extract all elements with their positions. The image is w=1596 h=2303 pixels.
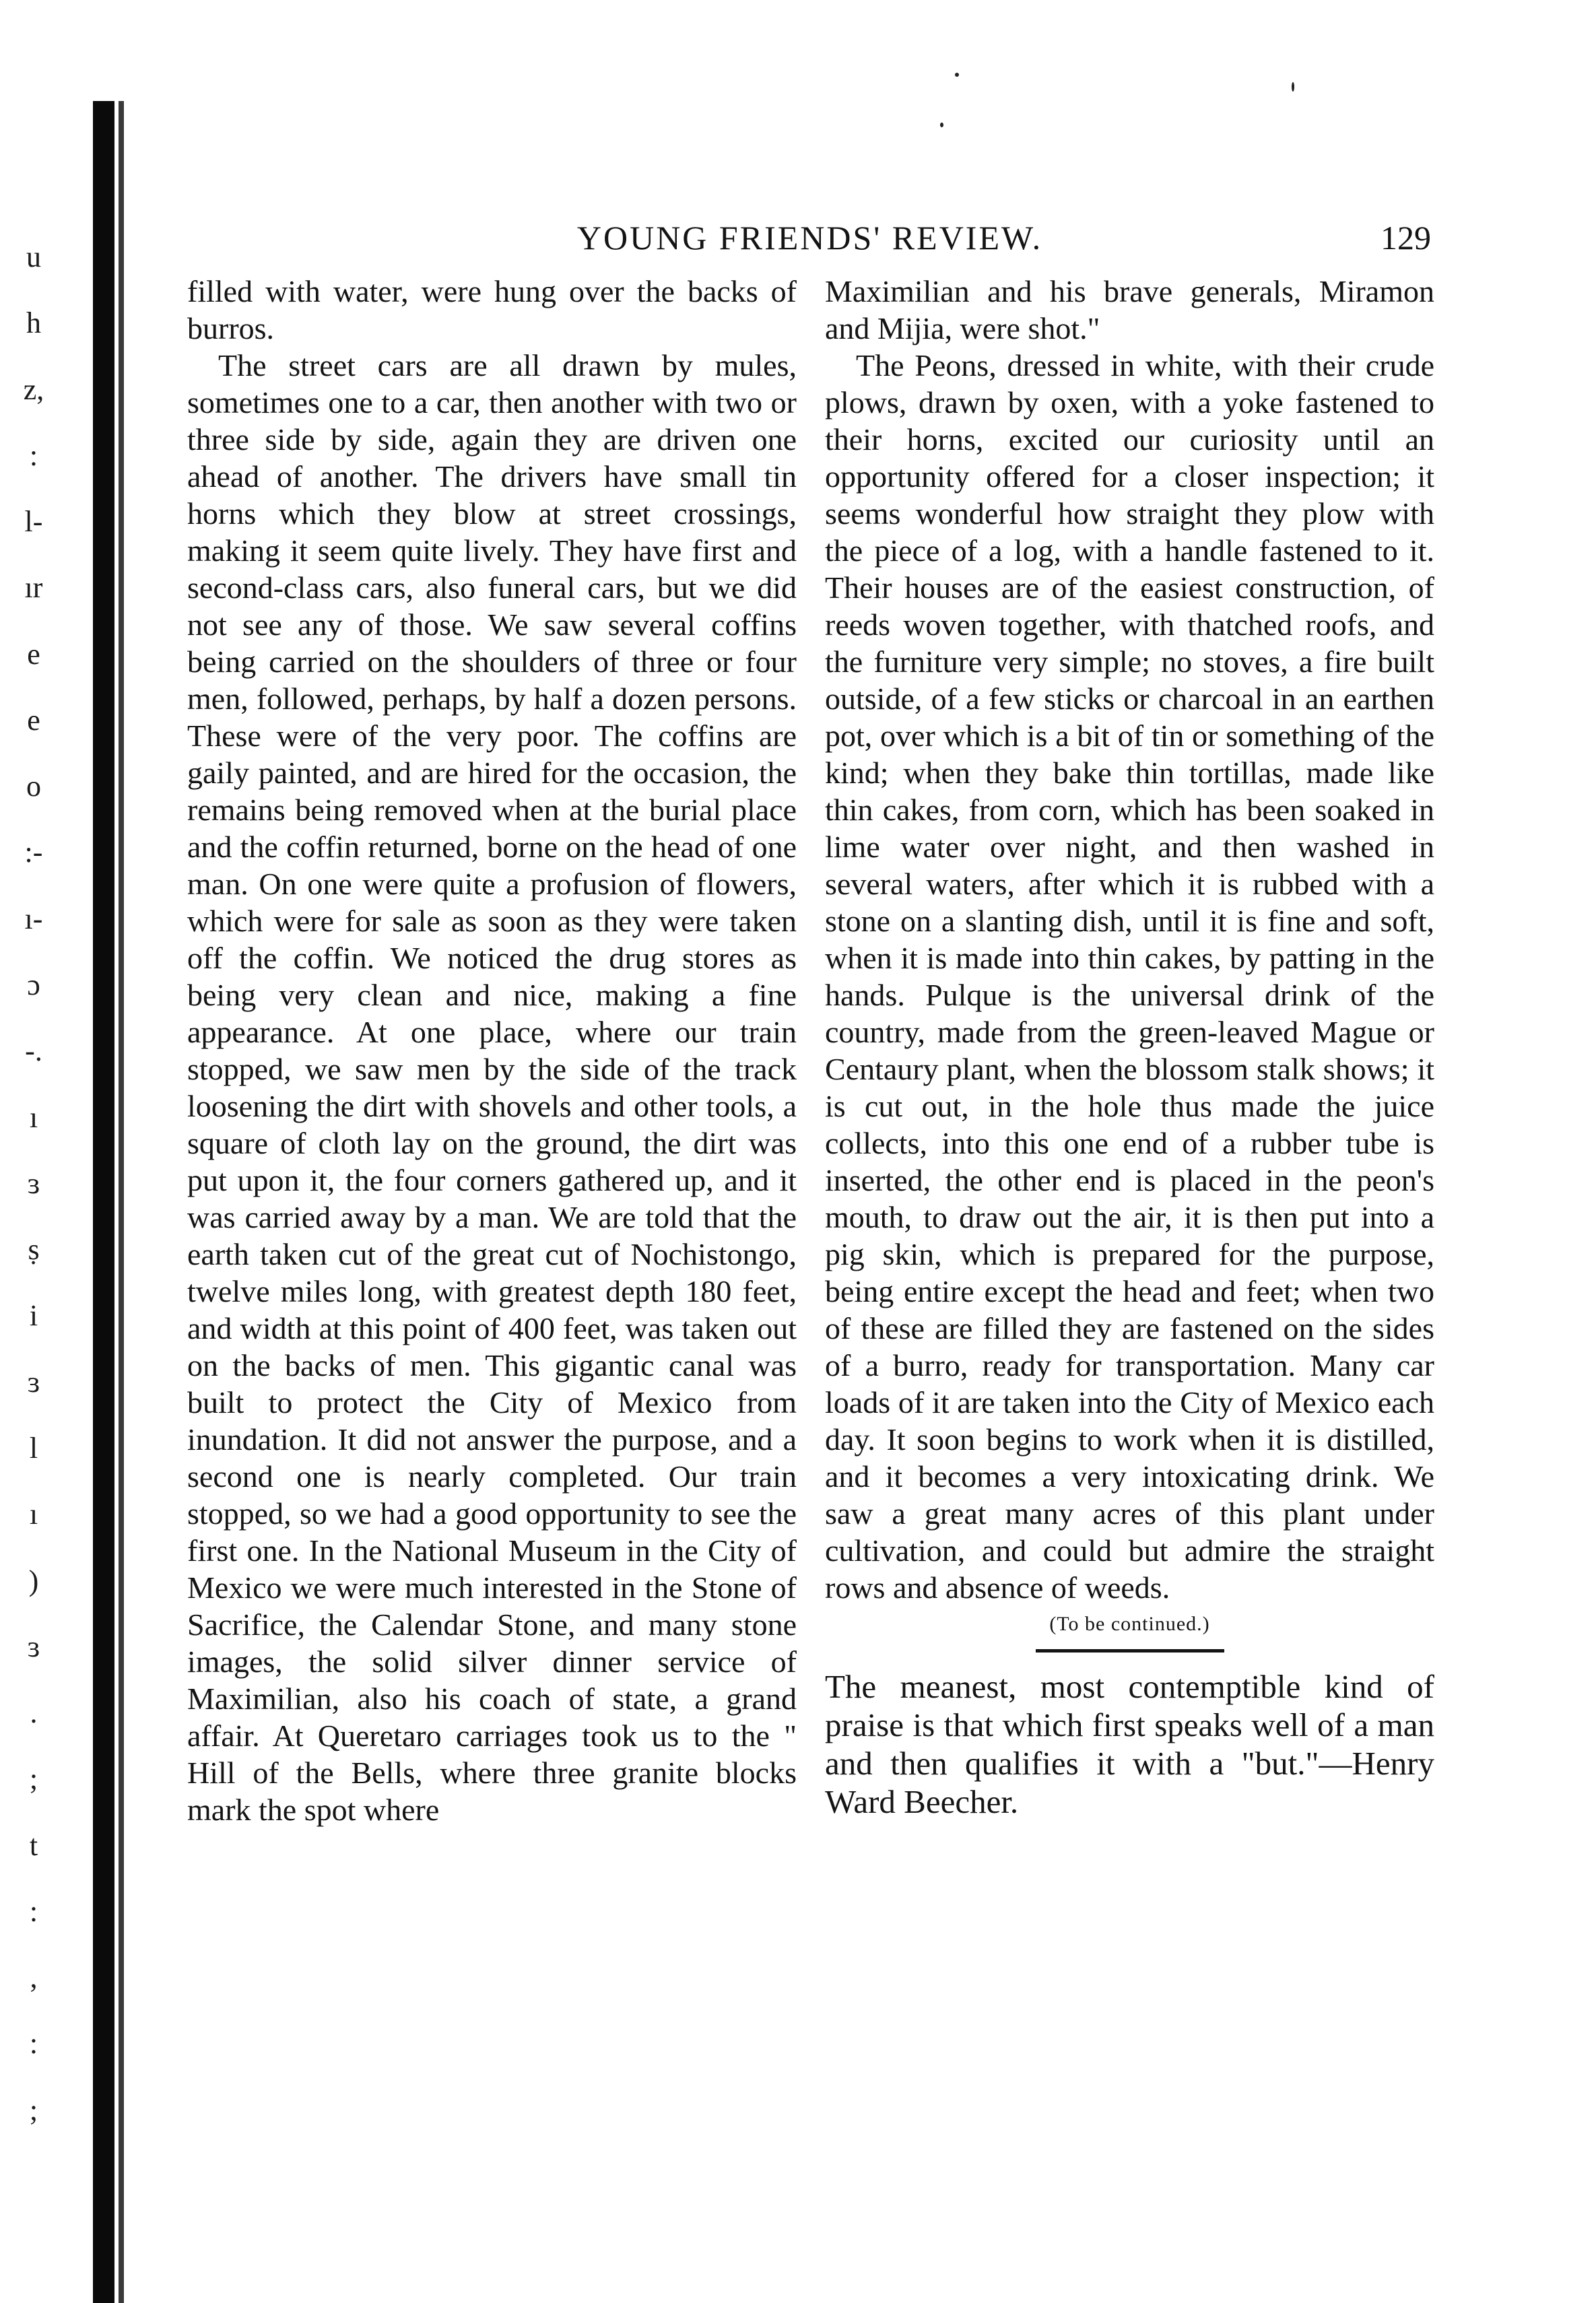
- margin-fragment-char: l-: [24, 505, 43, 538]
- right-text-column: [825, 273, 1434, 1821]
- margin-fragment-char: :: [29, 2027, 38, 2060]
- margin-fragment-char: ɔ: [27, 968, 40, 1001]
- scan-speck: [1292, 82, 1294, 92]
- section-rule: [1036, 1649, 1224, 1653]
- left-text-column: [187, 273, 797, 1828]
- margin-fragment-char: o: [26, 770, 41, 803]
- margin-fragment-char: -.: [25, 1034, 42, 1067]
- scan-speck: [955, 73, 959, 77]
- margin-fragment-char: ɜ: [27, 1366, 40, 1399]
- body-paragraph: filled with water, were hung over the backs of burros.: [187, 274, 797, 345]
- body-paragraph: The Peons, dressed in white, with their crude plows, drawn by oxen, with a yoke fastened to their horns, excited our curiosity until an opportunity offered for a closer inspection; it seems wonderful how straight they plow with the piece of a log, with a handle fastened to it. Their houses are of the easiest construction, of reeds woven together, with thatched roofs, and the furniture very simple; no stoves, a fire built outside, of a few sticks or charcoal in an earthen pot, over which is a bit of tin or something of the kind; when they bake thin tortillas, made like thin cakes, from corn, which has been soaked in lime water over night, and then washed in several waters, after which it is rubbed with a stone on a slanting dish, until it is fine and soft, when it is made into thin cakes, by patting in the hands. Pulque is the universal drink of the country, made from the green-leaved Mague or Centaury plant, when the blossom stalk shows; it is cut out, in the hole thus made the juice collects, into this one end of a rubber tube is inserted, the other end is placed in the peon's mouth, to draw out the air, it is then put into a pig skin, which is prepared for the purpose, being entire except the head and feet; when two of these are filled they are fastened on the sides of a burro, ready for transportation. Many car loads of it are taken into the City of Mexico each day. It soon begins to work when it is distilled, and it becomes a very intoxicating drink. We saw a great many acres of this plant under cultivation, and could but admire the straight rows and absence of weeds.: [825, 348, 1434, 1605]
- page-number: 129: [1381, 219, 1431, 257]
- margin-fragment-char: h: [26, 306, 41, 339]
- journal-title: YOUNG FRIENDS' REVIEW.: [576, 219, 1043, 257]
- binding-gutter-shadow: [93, 101, 114, 2303]
- margin-fragment-char: ɜ: [27, 1630, 40, 1663]
- margin-fragment-char: e: [27, 638, 40, 671]
- margin-fragment-char: :: [29, 1895, 38, 1928]
- margin-fragment-char: ): [28, 1564, 39, 1597]
- margin-fragment-char: ṣ: [28, 1233, 40, 1266]
- margin-fragment-char: ,: [30, 1961, 38, 1994]
- running-head: [189, 214, 1431, 261]
- body-paragraph: Maximilian and his brave generals, Miramon and Mijia, were shot.": [825, 274, 1434, 345]
- continued-note: (To be continued.): [1049, 1613, 1210, 1635]
- margin-fragment-char: i: [29, 1299, 38, 1332]
- margin-fragment-char: t: [29, 1829, 38, 1862]
- margin-fragment-char: ır: [24, 571, 43, 604]
- margin-fragment-char: ı: [29, 1101, 38, 1134]
- scan-speck: [940, 123, 943, 127]
- body-paragraph: The street cars are all drawn by mules, sometimes one to a car, then another with two or three side by side, again they are driven one ahead of another. The drivers have small tin horns which they blow at street crossings, making it seem quite lively. They have first and second-class cars, also funeral cars, but we did not see any of those. We saw several coffins being carried on the shoulders of three or four men, followed, perhaps, by half a dozen persons. These were of the very poor. The coffins are gaily painted, and are hired for the occasion, the remains being removed when at the burial place and the coffin returned, borne on the head of one man. On one were quite a profusion of flowers, which were for sale as soon as they were taken off the coffin. We noticed the drug stores as being very clean and nice, making a fine appearance. At one place, where our train stopped, we saw men by the side of the track loosening the dirt with shovels and other tools, a square of cloth lay on the ground, the dirt was put upon it, the four corners gathered up, and it was carried away by a man. We are told that the earth taken cut of the great cut of Nochistongo, twelve miles long, with greatest depth 180 feet, and width at this point of 400 feet, was taken out on the backs of men. This gigantic canal was built to protect the City of Mexico from inundation. It did not answer the purpose, and a second one is nearly completed. Our train stopped, so we had a good opportunity to see the first one. In the National Museum in the City of Mexico we were much interested in the Stone of Sacrifice, the Calendar Stone, and many stone images, the solid silver dinner service of Maximilian, also his coach of state, a grand affair. At Queretaro carriages took us to the " Hill of the Bells, where three granite blocks mark the spot where: [187, 348, 797, 1827]
- margin-fragment-char: :-: [24, 836, 43, 869]
- margin-fragment-char: ;: [29, 1762, 38, 1795]
- margin-fragment-char: l: [29, 1432, 38, 1465]
- margin-fragment-char: .: [30, 1696, 38, 1729]
- margin-fragment-char: e: [27, 704, 40, 737]
- margin-fragment-char: ;: [29, 2094, 38, 2127]
- margin-fragment-char: u: [26, 240, 41, 273]
- closing-quote: The meanest, most contemptible kind of praise is that which first speaks well of a man and then qualifies it with a "but."—Henry Ward Beecher.: [825, 1668, 1434, 1820]
- margin-fragment-char: z,: [23, 373, 44, 406]
- margin-fragment-char: :: [29, 439, 38, 472]
- margin-fragment-char: ı-: [24, 902, 43, 935]
- margin-fragment-char: ı: [29, 1498, 38, 1531]
- left-margin-fragments: [0, 242, 74, 2195]
- margin-fragment-char: ɜ: [27, 1167, 40, 1200]
